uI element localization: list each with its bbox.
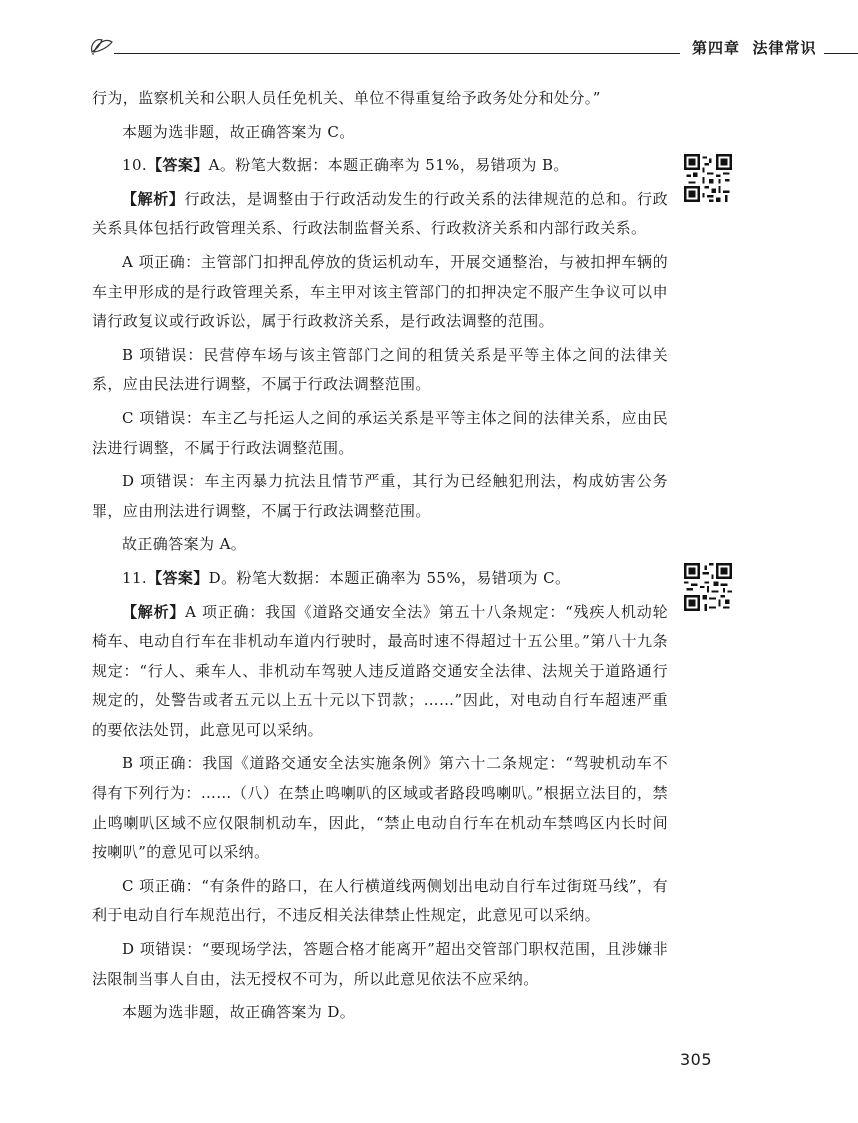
chapter-number: 第四章: [692, 39, 741, 57]
paragraph: B 项错误：民营停车场与该主管部门之间的租赁关系是平等主体之间的法律关系，应由民法进行调整，不属于行政法调整范围。: [92, 345, 668, 394]
paragraph: A 项正确：主管部门扣押乱停放的货运机动车，开展交通整治，与被扣押车辆的车主甲形成的是行政管理关系，车主甲对该主管部门的扣押决定不服产生争议可以申请行政复议或行政诉讼，属于行政救济关系，是行政法调整的范围。: [92, 252, 668, 331]
paragraph: C 项错误：车主乙与托运人之间的承运关系是平等主体之间的法律关系，应由民法进行调整，不属于行政法调整范围。: [92, 408, 668, 457]
qr-code-icon[interactable]: [684, 154, 732, 202]
paragraph: 本题为选非题，故正确答案为 D。: [122, 1003, 356, 1022]
analysis-text: A 项正确：我国《道路交通安全法》第五十八条规定：“残疾人机动轮椅车、电动自行车在非机动车道内行驶时，最高时速不得超过十五公里。”第八十九条规定：“行人、乘车人、非机动车驾驶人违反道路交通安全法律、法规关于道路通行规定的，处警告或者五元以上五十元以下罚款；……”因此，对电动自行车超速严重的要依法处罚，此意见可以采纳。: [92, 602, 668, 739]
question-number: 10.: [122, 156, 148, 175]
paragraph: 故正确答案为 A。: [122, 535, 247, 554]
chapter-title: 法律常识: [752, 39, 817, 57]
chapter-heading: [692, 37, 816, 58]
analysis-label: 【解析】: [122, 189, 185, 208]
answer-text: D。粉笔大数据：本题正确率为 55%，易错项为 C。: [208, 568, 571, 587]
header-rule-right: [824, 53, 858, 54]
analysis-label: 【解析】: [122, 602, 186, 621]
answer-line: [92, 151, 668, 181]
paragraph: 本题为选非题，故正确答案为 C。: [122, 122, 355, 141]
paragraph: D 项错误：车主丙暴力抗法且情节严重，其行为已经触犯刑法，构成妨害公务罪，应由刑法进行调整，不属于行政法调整范围。: [92, 472, 668, 520]
paragraph: 行为，监察机关和公职人员任免机关、单位不得重复给予政务处分和处分。”: [92, 89, 601, 107]
page-number: 305: [680, 1050, 713, 1069]
header-rule-left: [114, 53, 680, 54]
leaf-icon: [88, 34, 114, 56]
analysis-paragraph: [92, 185, 668, 244]
answer-label: 【答案】: [147, 156, 209, 175]
page-body: [92, 84, 668, 1032]
analysis-text: 行政法，是调整由于行政活动发生的行政关系的法律规范的总和。行政关系具体包括行政管理关系、行政法制监督关系、行政救济关系和内部行政关系。: [92, 189, 669, 238]
page-header: [88, 34, 817, 60]
paragraph: C 项正确：“有条件的路口，在人行横道线两侧划出电动自行车过街斑马线”，有利于电动自行车规范出行，不违反相关法律禁止性规定，此意见可以采纳。: [92, 876, 668, 925]
answer-line: [92, 564, 668, 594]
answer-label: 【答案】: [147, 568, 209, 587]
analysis-paragraph: [92, 598, 668, 746]
paragraph: B 项正确：我国《道路交通安全法实施条例》第六十二条规定：“驾驶机动车不得有下列行为：……（八）在禁止鸣喇叭的区域或者路段鸣喇叭。”根据立法目的，禁止鸣喇叭区域不应仅限制机动车，因此，“禁止电动自行车在机动车禁鸣区内长时间按喇叭”的意见可以采纳。: [92, 754, 668, 862]
question-number: 11.: [122, 568, 148, 587]
answer-text: A。粉笔大数据：本题正确率为 51%，易错项为 B。: [208, 156, 569, 175]
qr-code-icon[interactable]: [684, 563, 732, 611]
paragraph: D 项错误：“要现场学法，答题合格才能离开”超出交管部门职权范围，且涉嫌非法限制当事人自由，法无授权不可为，所以此意见依法不应采纳。: [92, 940, 668, 988]
